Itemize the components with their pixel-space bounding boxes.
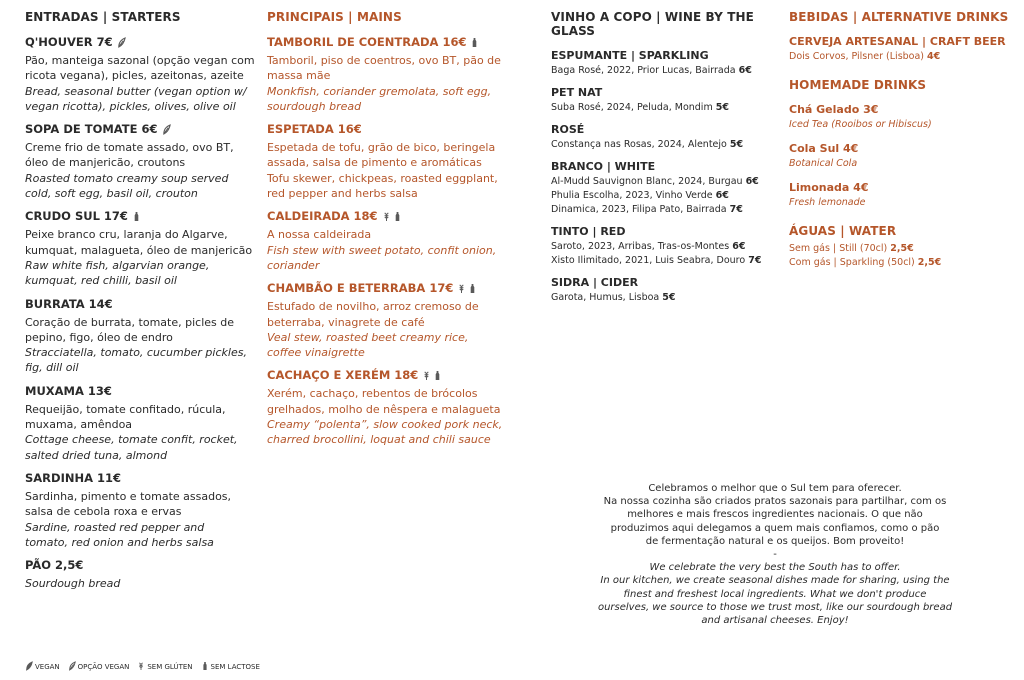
dish-icons (457, 283, 477, 294)
menu-item (25, 122, 260, 201)
wine-line (551, 138, 781, 152)
wine-list (551, 49, 781, 305)
legend-gluten-free-label: SEM GLÚTEN (147, 663, 193, 671)
menu-item (25, 471, 260, 550)
dish-description: muxama, amêndoa (25, 418, 133, 432)
intro-pt-line: produzimos aqui delegamos a quem mais confiamos, como o pão (610, 522, 940, 534)
dish-description: Sardinha, pimento e tomate assados, (25, 489, 232, 503)
wine-line (551, 291, 781, 305)
wine-price: 5€ (729, 139, 744, 150)
wine-label: Phulia Escolha, 2023, Vinho Verde (551, 190, 713, 201)
menu-item (267, 35, 517, 114)
dish-translation: Monkfish, coriander gremolata, soft egg, (267, 84, 492, 98)
dish-translation: coffee vinaigrette (267, 346, 365, 360)
wine-price: 5€ (662, 292, 676, 303)
dish-description: Requeijão, tomate confitado, rúcula, (25, 402, 226, 416)
dish-description: Pão, manteiga sazonal (opção vegan com (25, 54, 255, 67)
lactose-free-icon (433, 370, 442, 381)
dish-icons (117, 37, 126, 48)
dish-description: pepino, figo, óleo de endro (25, 330, 173, 344)
dish-name (267, 122, 517, 136)
dish-description: salsa de cebola roxa e ervas (25, 505, 182, 519)
craft-beer-price: 4€ (927, 51, 941, 62)
dish-description: Tofu skewer, chickpeas, roasted eggplant, (267, 171, 498, 185)
legend-gluten-free (137, 661, 192, 673)
dish-name (25, 558, 260, 572)
wine-price: 6€ (738, 65, 752, 76)
intro-pt-line: Na nossa cozinha são criados pratos sazonais para partilhar, com os (603, 496, 947, 508)
wine-price: 7€ (729, 204, 743, 215)
wine-line (551, 189, 781, 203)
dish-translation: cold, soft egg, basil oil, crouton (25, 187, 198, 201)
wine-label: Xisto Ilimitado, 2021, Luis Seabra, Douro (551, 255, 746, 266)
dish-description: Peixe branco cru, laranja do Algarve, (25, 228, 228, 242)
drink-translation: Iced Tea (Rooibos or Hibiscus) (789, 119, 932, 130)
dish-translation: Bread, seasonal butter (vegan option w/ (25, 84, 247, 98)
menu-item (25, 209, 260, 288)
dish-name (267, 281, 517, 295)
water-label: Sem gás | Still (70cl) (789, 243, 888, 254)
menu-item (267, 122, 517, 201)
legend-lactose-free-label: SEM LACTOSE (210, 663, 260, 671)
water-title: ÁGUAS | WATER (789, 224, 897, 238)
menu-item (267, 368, 517, 447)
legend-vegan-label: VEGAN (35, 663, 60, 671)
intro-en-line: In our kitchen, we create seasonal dishes made for sharing, using the (600, 575, 950, 587)
dish-name (25, 297, 260, 311)
menu-item (267, 281, 517, 360)
vegan-icon (25, 661, 33, 673)
dish-translation: salted dried tuna, almond (25, 448, 168, 462)
wine-section (551, 49, 781, 78)
dish-description: beterraba, vinagrete de café (267, 315, 425, 329)
dish-title: PÃO 2,5€ (25, 558, 84, 573)
dish-title: SARDINHA 11€ (25, 470, 122, 485)
wine-price: 5€ (715, 102, 729, 113)
drink-name: Chá Gelado 3€ (789, 103, 879, 116)
intro-pt (585, 482, 965, 548)
dish-translation: Stracciatella, tomato, cucumber pickles, (25, 346, 247, 360)
water-list (789, 242, 1021, 270)
dish-icons (422, 370, 442, 381)
wine-title: VINHO A COPO | WINE BY THE GLASS (551, 10, 754, 38)
dish-translation: Cottage cheese, tomate confit, rocket, (25, 433, 238, 447)
dish-translation: Sardine, roasted red pepper and (25, 520, 205, 534)
craft-beer-title: CERVEJA ARTESANAL | CRAFT BEER (789, 35, 1006, 48)
dish-description: Tamboril, piso de coentros, ovo BT, pão de (267, 54, 501, 67)
dish-name (25, 122, 260, 136)
drink-translation: Fresh lemonade (789, 197, 866, 208)
water-line (789, 242, 1021, 256)
dish-translation: Raw white fish, algarvian orange, (25, 258, 210, 272)
dish-description: Creme frio de tomate assado, ovo BT, (25, 141, 234, 155)
mains-title: PRINCIPAIS | MAINS (267, 10, 402, 24)
starters-list (25, 35, 260, 591)
wine-label: Saroto, 2023, Arribas, Tras-os-Montes (551, 241, 730, 252)
homemade-title: HOMEMADE DRINKS (789, 78, 927, 92)
intro-en-line: ourselves, we source to those we trust most, like our sourdough bread (597, 601, 953, 613)
dish-translation: Veal stew, roasted beet creamy rice, (267, 330, 469, 344)
dish-translation: Fish stew with sweet potato, confit onion, (267, 243, 497, 257)
lactose-free-icon (201, 661, 209, 673)
wine-line (551, 64, 781, 78)
wine-section (551, 160, 781, 217)
dish-name (267, 368, 517, 382)
dish-title: MUXAMA 13€ (25, 383, 112, 398)
wine-section-title: PET NAT (551, 86, 603, 99)
dish-title: CHAMBÃO E BETERRABA 17€ (267, 281, 454, 296)
lactose-free-icon (468, 283, 477, 294)
dish-description: red pepper and herbs salsa (267, 187, 418, 201)
dish-name (25, 209, 260, 223)
dish-title: SOPA DE TOMATE 6€ (25, 122, 158, 137)
dish-description: massa mãe (267, 69, 331, 83)
dish-name (267, 35, 517, 49)
lactose-free-icon (393, 211, 402, 222)
intro-text (585, 482, 965, 627)
wine-section (551, 123, 781, 152)
wine-section-title: ESPUMANTE | SPARKLING (551, 49, 709, 62)
drink-name: Cola Sul 4€ (789, 142, 859, 155)
wine-column (551, 10, 781, 313)
wine-section-title: BRANCO | WHITE (551, 160, 656, 173)
dish-icons (470, 37, 479, 48)
intro-en-line: and artisanal cheeses. Enjoy! (701, 615, 849, 627)
wine-section-title: ROSÉ (551, 123, 585, 136)
legend-vegan (25, 661, 60, 673)
wine-line (551, 101, 781, 115)
wine-price: 6€ (732, 241, 746, 252)
wine-line (551, 175, 781, 189)
gluten-free-icon (137, 661, 145, 673)
dish-name (25, 35, 260, 49)
homemade-drink (789, 181, 1021, 210)
dish-translation: vegan ricotta), pickles, olives, olive oil (25, 99, 236, 113)
mains-column (267, 10, 517, 456)
homemade-list (789, 103, 1021, 210)
vegan-option-icon (68, 661, 76, 673)
lactose-free-icon (470, 37, 479, 48)
mains-list (267, 35, 517, 448)
dish-description: Xerém, cachaço, rebentos de brócolos (267, 387, 478, 401)
legend-lactose-free (201, 661, 260, 673)
dish-icons (382, 211, 402, 222)
vegan-option-icon (117, 37, 126, 48)
intro-en-line: finest and freshest local ingredients. What we don't produce (623, 588, 927, 600)
starters-column (25, 10, 260, 599)
gluten-free-icon (422, 370, 431, 381)
wine-label: Al-Mudd Sauvignon Blanc, 2024, Burgau (551, 176, 743, 187)
menu-item (25, 35, 260, 114)
dietary-legend (25, 661, 260, 673)
craft-beer-section (789, 35, 1021, 64)
dish-translation: fig, dill oil (25, 361, 79, 375)
dish-translation: sourdough bread (267, 99, 362, 113)
dish-name (267, 209, 517, 223)
menu-item (267, 209, 517, 273)
wine-price: 6€ (715, 190, 729, 201)
dish-title: ESPETADA 16€ (267, 122, 362, 137)
water-price: 2,5€ (917, 257, 942, 268)
intro-pt-line: melhores e mais frescos ingredientes nacionais. O que não (627, 509, 923, 521)
gluten-free-icon (382, 211, 391, 222)
dish-translation: charred brocollini, loquat and chili sauce (267, 433, 491, 447)
lactose-free-icon (132, 211, 141, 222)
dish-icons (162, 124, 171, 135)
dish-translation: kumquat, red chilli, basil oil (25, 274, 177, 288)
wine-label: Constança nas Rosas, 2024, Alentejo (551, 139, 727, 150)
dish-title: CRUDO SUL 17€ (25, 209, 128, 224)
dish-name (25, 384, 260, 398)
wine-section (551, 225, 781, 268)
dish-name (25, 471, 260, 485)
drink-name: Limonada 4€ (789, 181, 869, 194)
dish-description: assada, salsa de pimento e aromáticas (267, 156, 482, 170)
craft-beer-text: Dois Corvos, Pilsner (Lisboa) (789, 51, 925, 62)
wine-section (551, 276, 781, 305)
craft-beer-line (789, 50, 1021, 64)
dish-title: Q'HOUVER 7€ (25, 35, 113, 49)
drink-translation: Botanical Cola (789, 158, 858, 169)
menu-item (25, 297, 260, 376)
wine-label: Dinamica, 2023, Filipa Pato, Bairrada (551, 204, 727, 215)
wine-section-title: TINTO | RED (551, 225, 626, 238)
wine-price: 7€ (748, 255, 762, 266)
dish-title: BURRATA 14€ (25, 296, 113, 311)
dish-description: Coração de burrata, tomate, picles de (25, 315, 234, 329)
wine-line (551, 203, 781, 217)
dish-translation: Roasted tomato creamy soup served (25, 171, 229, 185)
drinks-title: BEBIDAS | ALTERNATIVE DRINKS (789, 10, 1009, 24)
intro-pt-line: Celebramos o melhor que o Sul tem para oferecer. (648, 483, 902, 494)
dish-title: CACHAÇO E XERÉM 18€ (267, 368, 419, 383)
intro-en (585, 561, 965, 627)
dish-description: Estufado de novilho, arroz cremoso de (267, 300, 479, 314)
intro-en-line: We celebrate the very best the South has to offer. (649, 562, 901, 574)
vegan-option-icon (162, 124, 171, 135)
starters-title: ENTRADAS | STARTERS (25, 10, 181, 24)
water-label: Com gás | Sparkling (50cl) (789, 257, 915, 268)
dish-translation: tomato, red onion and herbs salsa (25, 535, 214, 549)
wine-line (551, 254, 781, 268)
menu-item (25, 384, 260, 463)
dish-description: ricota vegana), picles, azeitonas, azeite (25, 69, 244, 83)
dish-description: kumquat, malagueta, óleo de manjericão (25, 243, 253, 257)
homemade-drink (789, 103, 1021, 132)
legend-vegan-option-label: OPÇÃO VEGAN (77, 663, 130, 671)
dish-description: A nossa caldeirada (267, 228, 372, 242)
drinks-column (789, 10, 1021, 270)
wine-label: Garota, Humus, Lisboa (551, 292, 660, 303)
homemade-drink (789, 142, 1021, 171)
dish-translation: coriander (267, 258, 320, 272)
wine-price: 6€ (745, 176, 759, 187)
gluten-free-icon (457, 283, 466, 294)
dish-translation: Sourdough bread (25, 577, 121, 591)
intro-pt-line: de fermentação natural e os queijos. Bom proveito! (645, 535, 905, 547)
wine-label: Baga Rosé, 2022, Prior Lucas, Bairrada (551, 65, 736, 76)
menu-item (25, 558, 260, 591)
dish-description: óleo de manjericão, croutons (25, 156, 186, 170)
water-price: 2,5€ (890, 243, 914, 254)
wine-line (551, 240, 781, 254)
wine-section-title: SIDRA | CIDER (551, 276, 639, 289)
dish-title: CALDEIRADA 18€ (267, 209, 378, 224)
dish-icons (132, 211, 141, 222)
dish-title: TAMBORIL DE COENTRADA 16€ (267, 35, 467, 49)
legend-vegan-option (68, 661, 130, 673)
intro-separator: - (773, 549, 777, 561)
wine-section (551, 86, 781, 115)
dish-translation: Creamy “polenta”, slow cooked pork neck, (267, 418, 503, 432)
water-line (789, 256, 1021, 270)
wine-label: Suba Rosé, 2024, Peluda, Mondim (551, 102, 713, 113)
dish-description: Espetada de tofu, grão de bico, beringela (267, 141, 496, 155)
dish-description: grelhados, molho de nêspera e malagueta (267, 402, 501, 416)
